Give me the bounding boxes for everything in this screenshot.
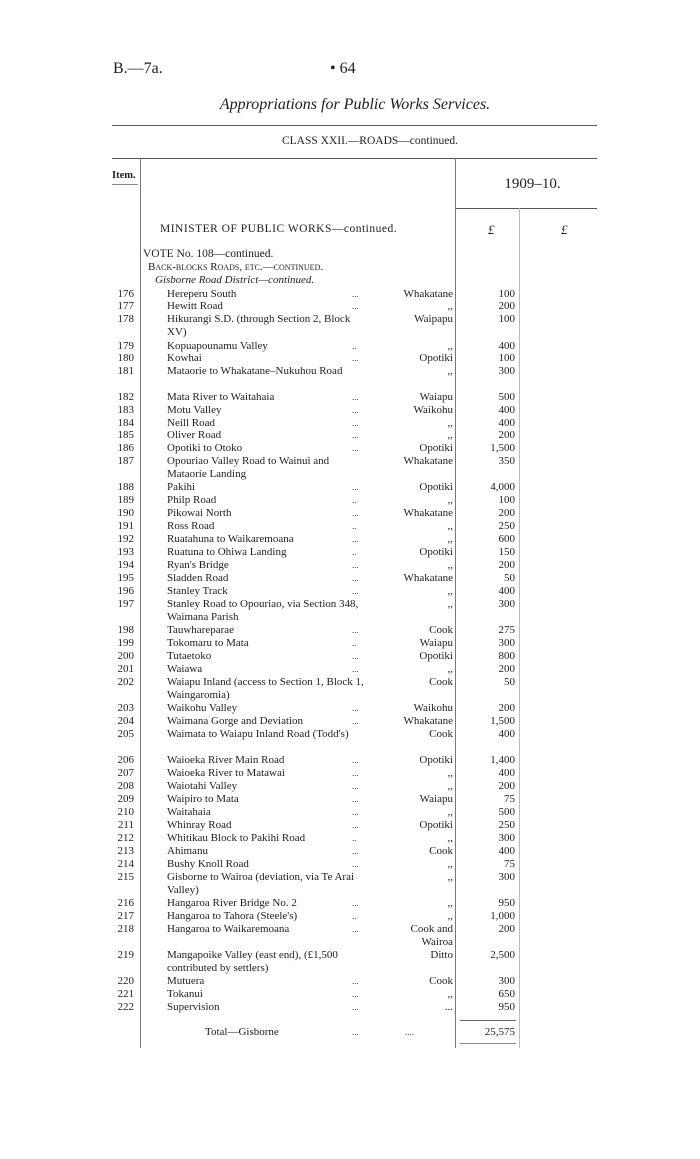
county-name: Cook <box>429 845 453 857</box>
amount-value: 200 <box>498 559 515 571</box>
rule-under-year <box>455 208 597 209</box>
county-name: Whakatane <box>403 507 453 519</box>
item-number: 193 <box>117 546 134 558</box>
road-description: Ruatuna to Ohiwa Landing <box>167 546 287 558</box>
road-description: Gisborne to Wairoa (deviation, via Te Arai Valley) <box>167 871 355 896</box>
column-divider-amount <box>455 158 456 1048</box>
leader-dots: ... <box>352 508 359 518</box>
class-heading: CLASS XXII.—ROADS—continued. <box>281 135 458 147</box>
leader-dots: ... <box>352 301 359 311</box>
item-number: 211 <box>117 819 134 831</box>
column-divider-item <box>140 158 141 1048</box>
road-description: Waioeka River Main Road <box>167 754 285 766</box>
item-number: 181 <box>117 365 134 377</box>
leader-dots: .. <box>352 638 357 648</box>
leader-dots: ... <box>352 820 359 830</box>
item-number: 184 <box>117 417 134 429</box>
county-name: Whakatane <box>403 288 453 300</box>
leader-dots: ... <box>352 353 359 363</box>
leader-dots: ... <box>352 807 359 817</box>
total-rule-top <box>460 1020 516 1021</box>
county-name: ,, <box>447 365 453 377</box>
item-header-underline <box>112 184 138 185</box>
road-description: Tokomaru to Mata <box>167 637 249 649</box>
item-number: 195 <box>117 572 134 584</box>
amount-value: 1,500 <box>490 715 515 727</box>
leader-dots: ... <box>352 405 359 415</box>
amount-value: 200 <box>498 300 515 312</box>
amount-value: 1,400 <box>490 754 515 766</box>
leader-dots: ... <box>352 392 359 402</box>
item-number: 186 <box>117 442 134 454</box>
item-number: 198 <box>117 624 134 636</box>
amount-value: 200 <box>498 507 515 519</box>
amount-value: 200 <box>498 780 515 792</box>
leader-dots: ... <box>352 846 359 856</box>
leader-dots: ... <box>352 586 359 596</box>
road-description: Waiawa <box>167 663 203 675</box>
road-description: Stanley Road to Opouriao, via Section 348, Waimana Parish <box>167 598 359 623</box>
road-description: Hangaroa to Waikaremoana <box>167 923 290 935</box>
road-description: Ahimanu <box>167 845 208 857</box>
county-name: Opotiki <box>419 442 453 454</box>
county-name: ,, <box>447 520 453 532</box>
item-number: 199 <box>117 637 134 649</box>
backblocks-heading: Back-blocks Roads, etc.—continued. <box>148 261 324 273</box>
county-name: ,, <box>447 494 453 506</box>
county-name: Whakatane <box>403 572 453 584</box>
item-number: 204 <box>117 715 134 727</box>
road-description: Kopuapounamu Valley <box>167 340 268 352</box>
total-dots-2: .... <box>405 1027 414 1037</box>
amount-value: 300 <box>498 637 515 649</box>
item-number: 188 <box>117 481 134 493</box>
road-description: Sladden Road <box>167 572 229 584</box>
rule-under-class <box>112 158 597 159</box>
amount-value: 1,000 <box>490 910 515 922</box>
county-name: Cook <box>429 728 453 740</box>
leader-dots: ... <box>352 768 359 778</box>
amount-value: 300 <box>498 832 515 844</box>
item-number: 189 <box>117 494 134 506</box>
road-description: Waikohu Valley <box>167 702 238 714</box>
road-description: Mutuera <box>167 975 205 987</box>
county-name: ,, <box>447 533 453 545</box>
leader-dots: ... <box>352 716 359 726</box>
amount-value: 400 <box>498 845 515 857</box>
item-number: 183 <box>117 404 134 416</box>
leader-dots: ... <box>352 664 359 674</box>
amount-value: 300 <box>498 975 515 987</box>
item-number: 219 <box>117 949 134 961</box>
county-name: ,, <box>447 598 453 610</box>
item-number: 212 <box>117 832 134 844</box>
item-number: 197 <box>117 598 134 610</box>
item-number: 206 <box>117 754 134 766</box>
road-description: Supervision <box>167 1001 220 1013</box>
item-number: 214 <box>117 858 134 870</box>
amount-value: 950 <box>498 897 515 909</box>
leader-dots: ... <box>352 534 359 544</box>
county-name: ,, <box>447 429 453 441</box>
road-description: Hereperu South <box>167 288 237 300</box>
item-number: 185 <box>117 429 134 441</box>
county-name: Ditto <box>430 949 453 961</box>
road-description: Waiapu Inland (access to Section 1, Block 1, Waingaromia) <box>167 676 364 701</box>
vote-heading: VOTE No. 108—continued. <box>143 248 274 260</box>
amount-value: 300 <box>498 365 515 377</box>
amount-value: 75 <box>504 793 515 805</box>
county-name: ,, <box>447 585 453 597</box>
road-description: Ruatahuna to Waikaremoana <box>167 533 294 545</box>
leader-dots: ... <box>352 443 359 453</box>
ministry-heading: MINISTER OF PUBLIC WORKS—continued. <box>160 223 398 235</box>
leader-dots: ... <box>352 703 359 713</box>
page-number: • 64 <box>330 60 356 77</box>
road-description: Mataorie to Whakatane–Nukuhou Road <box>167 365 343 377</box>
county-name: Opotiki <box>419 754 453 766</box>
amount-value: 200 <box>498 429 515 441</box>
leader-dots: ... <box>352 289 359 299</box>
road-description: Waitahaia <box>167 806 211 818</box>
item-number: 217 <box>117 910 134 922</box>
leader-dots: .. <box>352 521 357 531</box>
item-number: 201 <box>117 663 134 675</box>
county-name: Whakatane <box>403 715 453 727</box>
county-name: ,, <box>447 340 453 352</box>
road-description: Hewitt Road <box>167 300 223 312</box>
county-name: ,, <box>447 871 453 883</box>
amount-value: 250 <box>498 520 515 532</box>
district-heading: Gisborne Road District—continued. <box>155 274 315 286</box>
amount-value: 2,500 <box>490 949 515 961</box>
page-title: Appropriations for Public Works Services. <box>219 96 491 113</box>
county-name: Cook and Wairoa <box>410 923 453 948</box>
item-number: 190 <box>117 507 134 519</box>
currency-symbol-1: £ <box>488 222 495 237</box>
road-description: Waioeka River to Matawai <box>167 767 285 779</box>
total-label: Total—Gisborne <box>205 1026 279 1038</box>
amount-value: 600 <box>498 533 515 545</box>
county-name: Opotiki <box>419 352 453 364</box>
county-name: Cook <box>429 676 453 688</box>
item-number: 210 <box>117 806 134 818</box>
amount-value: 950 <box>498 1001 515 1013</box>
road-description: Hikurangi S.D. (through Section 2, Block XV) <box>167 313 351 338</box>
county-name: ,, <box>447 832 453 844</box>
item-number: 215 <box>117 871 134 883</box>
amount-value: 400 <box>498 340 515 352</box>
county-name: ,, <box>447 767 453 779</box>
item-number: 216 <box>117 897 134 909</box>
leader-dots: ... <box>352 560 359 570</box>
total-dots: ... <box>352 1027 359 1037</box>
county-name: ... <box>444 1001 453 1013</box>
amount-value: 100 <box>498 313 515 325</box>
leader-dots: ... <box>352 976 359 986</box>
item-number: 200 <box>117 650 134 662</box>
amount-value: 150 <box>498 546 515 558</box>
item-number: 194 <box>117 559 134 571</box>
item-number: 180 <box>117 352 134 364</box>
item-number: 177 <box>117 300 134 312</box>
item-number: 205 <box>117 728 134 740</box>
county-name: ,, <box>447 559 453 571</box>
amount-value: 275 <box>498 624 515 636</box>
amount-value: 75 <box>504 858 515 870</box>
road-description: Opouriao Valley Road to Wainui and Mataorie Landing <box>167 455 330 480</box>
county-name: Opotiki <box>419 650 453 662</box>
amount-value: 300 <box>498 598 515 610</box>
leader-dots: ... <box>352 1002 359 1012</box>
leader-dots: ... <box>352 755 359 765</box>
leader-dots: .. <box>352 833 357 843</box>
county-name: Waiapu <box>419 637 453 649</box>
road-description: Motu Valley <box>167 404 222 416</box>
amount-value: 400 <box>498 767 515 779</box>
amount-value: 100 <box>498 288 515 300</box>
amount-value: 200 <box>498 663 515 675</box>
document-reference: B.—7a. <box>113 60 163 77</box>
amount-value: 50 <box>504 676 515 688</box>
item-number: 182 <box>117 391 134 403</box>
amount-value: 100 <box>498 494 515 506</box>
county-name: Waikohu <box>413 702 453 714</box>
road-description: Waimana Gorge and Deviation <box>167 715 304 727</box>
item-number: 220 <box>117 975 134 987</box>
road-description: Ross Road <box>167 520 215 532</box>
county-name: Waiapu <box>419 793 453 805</box>
road-description: Stanley Track <box>167 585 228 597</box>
item-number: 187 <box>117 455 134 467</box>
item-number: 191 <box>117 520 134 532</box>
leader-dots: .. <box>352 341 357 351</box>
county-name: Cook <box>429 975 453 987</box>
county-name: ,, <box>447 780 453 792</box>
item-number: 203 <box>117 702 134 714</box>
road-description: Pakihi <box>167 481 196 493</box>
amount-value: 300 <box>498 871 515 883</box>
county-name: Cook <box>429 624 453 636</box>
item-number: 221 <box>117 988 134 1000</box>
road-description: Neill Road <box>167 417 215 429</box>
road-description: Tauwhareparae <box>167 624 235 636</box>
item-number: 202 <box>117 676 134 688</box>
item-number: 207 <box>117 767 134 779</box>
road-description: Opotiki to Otoko <box>167 442 243 454</box>
amount-value: 200 <box>498 923 515 935</box>
amount-value: 50 <box>504 572 515 584</box>
amount-value: 350 <box>498 455 515 467</box>
leader-dots: .. <box>352 547 357 557</box>
amount-value: 400 <box>498 404 515 416</box>
leader-dots: ... <box>352 482 359 492</box>
year-column-header: 1909–10. <box>504 176 561 192</box>
amount-value: 400 <box>498 585 515 597</box>
leader-dots: .. <box>352 495 357 505</box>
amount-value: 800 <box>498 650 515 662</box>
leader-dots: ... <box>352 573 359 583</box>
amount-value: 500 <box>498 806 515 818</box>
road-description: Pikowai North <box>167 507 232 519</box>
county-name: Waipapu <box>414 313 453 325</box>
road-description: Ryan's Bridge <box>167 559 229 571</box>
road-description: Tokanui <box>167 988 203 1000</box>
amount-value: 400 <box>498 417 515 429</box>
county-name: ,, <box>447 988 453 1000</box>
county-name: ,, <box>447 300 453 312</box>
item-number: 192 <box>117 533 134 545</box>
road-description: Bushy Knoll Road <box>167 858 249 870</box>
road-description: Whitikau Block to Pakihi Road <box>167 832 306 844</box>
item-number: 218 <box>117 923 134 935</box>
road-description: Mangapoike Valley (east end), (£1,500 contributed by settlers) <box>167 949 338 974</box>
county-name: ,, <box>447 910 453 922</box>
total-rule-bottom <box>460 1043 516 1044</box>
road-description: Waiotahi Valley <box>167 780 238 792</box>
leader-dots: .. <box>352 911 357 921</box>
total-amount: 25,575 <box>484 1026 515 1038</box>
leader-dots: ... <box>352 418 359 428</box>
county-name: Opotiki <box>419 819 453 831</box>
county-name: ,, <box>447 417 453 429</box>
amount-value: 400 <box>498 728 515 740</box>
road-description: Philp Road <box>167 494 217 506</box>
county-name: Waiapu <box>419 391 453 403</box>
leader-dots: ... <box>352 430 359 440</box>
road-description: Mata River to Waitahaia <box>167 391 275 403</box>
item-number: 208 <box>117 780 134 792</box>
county-name: ,, <box>447 806 453 818</box>
item-number: 222 <box>117 1001 134 1013</box>
amount-value: 1,500 <box>490 442 515 454</box>
county-name: ,, <box>447 663 453 675</box>
leader-dots: ... <box>352 989 359 999</box>
leader-dots: ... <box>352 625 359 635</box>
county-name: Opotiki <box>419 546 453 558</box>
column-divider-amount2 <box>519 208 520 1048</box>
leader-dots: ... <box>352 924 359 934</box>
road-description: Waipiro to Mata <box>167 793 239 805</box>
amount-value: 650 <box>498 988 515 1000</box>
county-name: Waikohu <box>413 404 453 416</box>
county-name: Opotiki <box>419 481 453 493</box>
road-description: Hangaroa to Tahora (Steele's) <box>167 910 298 922</box>
item-number: 213 <box>117 845 134 857</box>
item-number: 179 <box>117 340 134 352</box>
item-number: 196 <box>117 585 134 597</box>
road-description: Kowhai <box>167 352 202 364</box>
county-name: Whakatane <box>403 455 453 467</box>
county-name: ,, <box>447 897 453 909</box>
amount-value: 250 <box>498 819 515 831</box>
leader-dots: ... <box>352 651 359 661</box>
leader-dots: ... <box>352 781 359 791</box>
amount-value: 500 <box>498 391 515 403</box>
currency-symbol-2: £ <box>561 222 568 237</box>
amount-value: 4,000 <box>490 481 515 493</box>
road-description: Tutaetoko <box>167 650 212 662</box>
amount-value: 200 <box>498 702 515 714</box>
road-description: Oliver Road <box>167 429 222 441</box>
item-number: 176 <box>117 288 134 300</box>
road-description: Whinray Road <box>167 819 232 831</box>
road-description: Waimata to Waiapu Inland Road (Todd's) <box>167 728 349 740</box>
amount-value: 100 <box>498 352 515 364</box>
leader-dots: ... <box>352 859 359 869</box>
county-name: ,, <box>447 858 453 870</box>
leader-dots: ... <box>352 898 359 908</box>
road-description: Hangaroa River Bridge No. 2 <box>167 897 297 909</box>
rule-top <box>112 125 597 126</box>
leader-dots: ... <box>352 794 359 804</box>
item-number: 178 <box>117 313 134 325</box>
item-number: 209 <box>117 793 134 805</box>
item-column-header: Item. <box>112 170 136 181</box>
